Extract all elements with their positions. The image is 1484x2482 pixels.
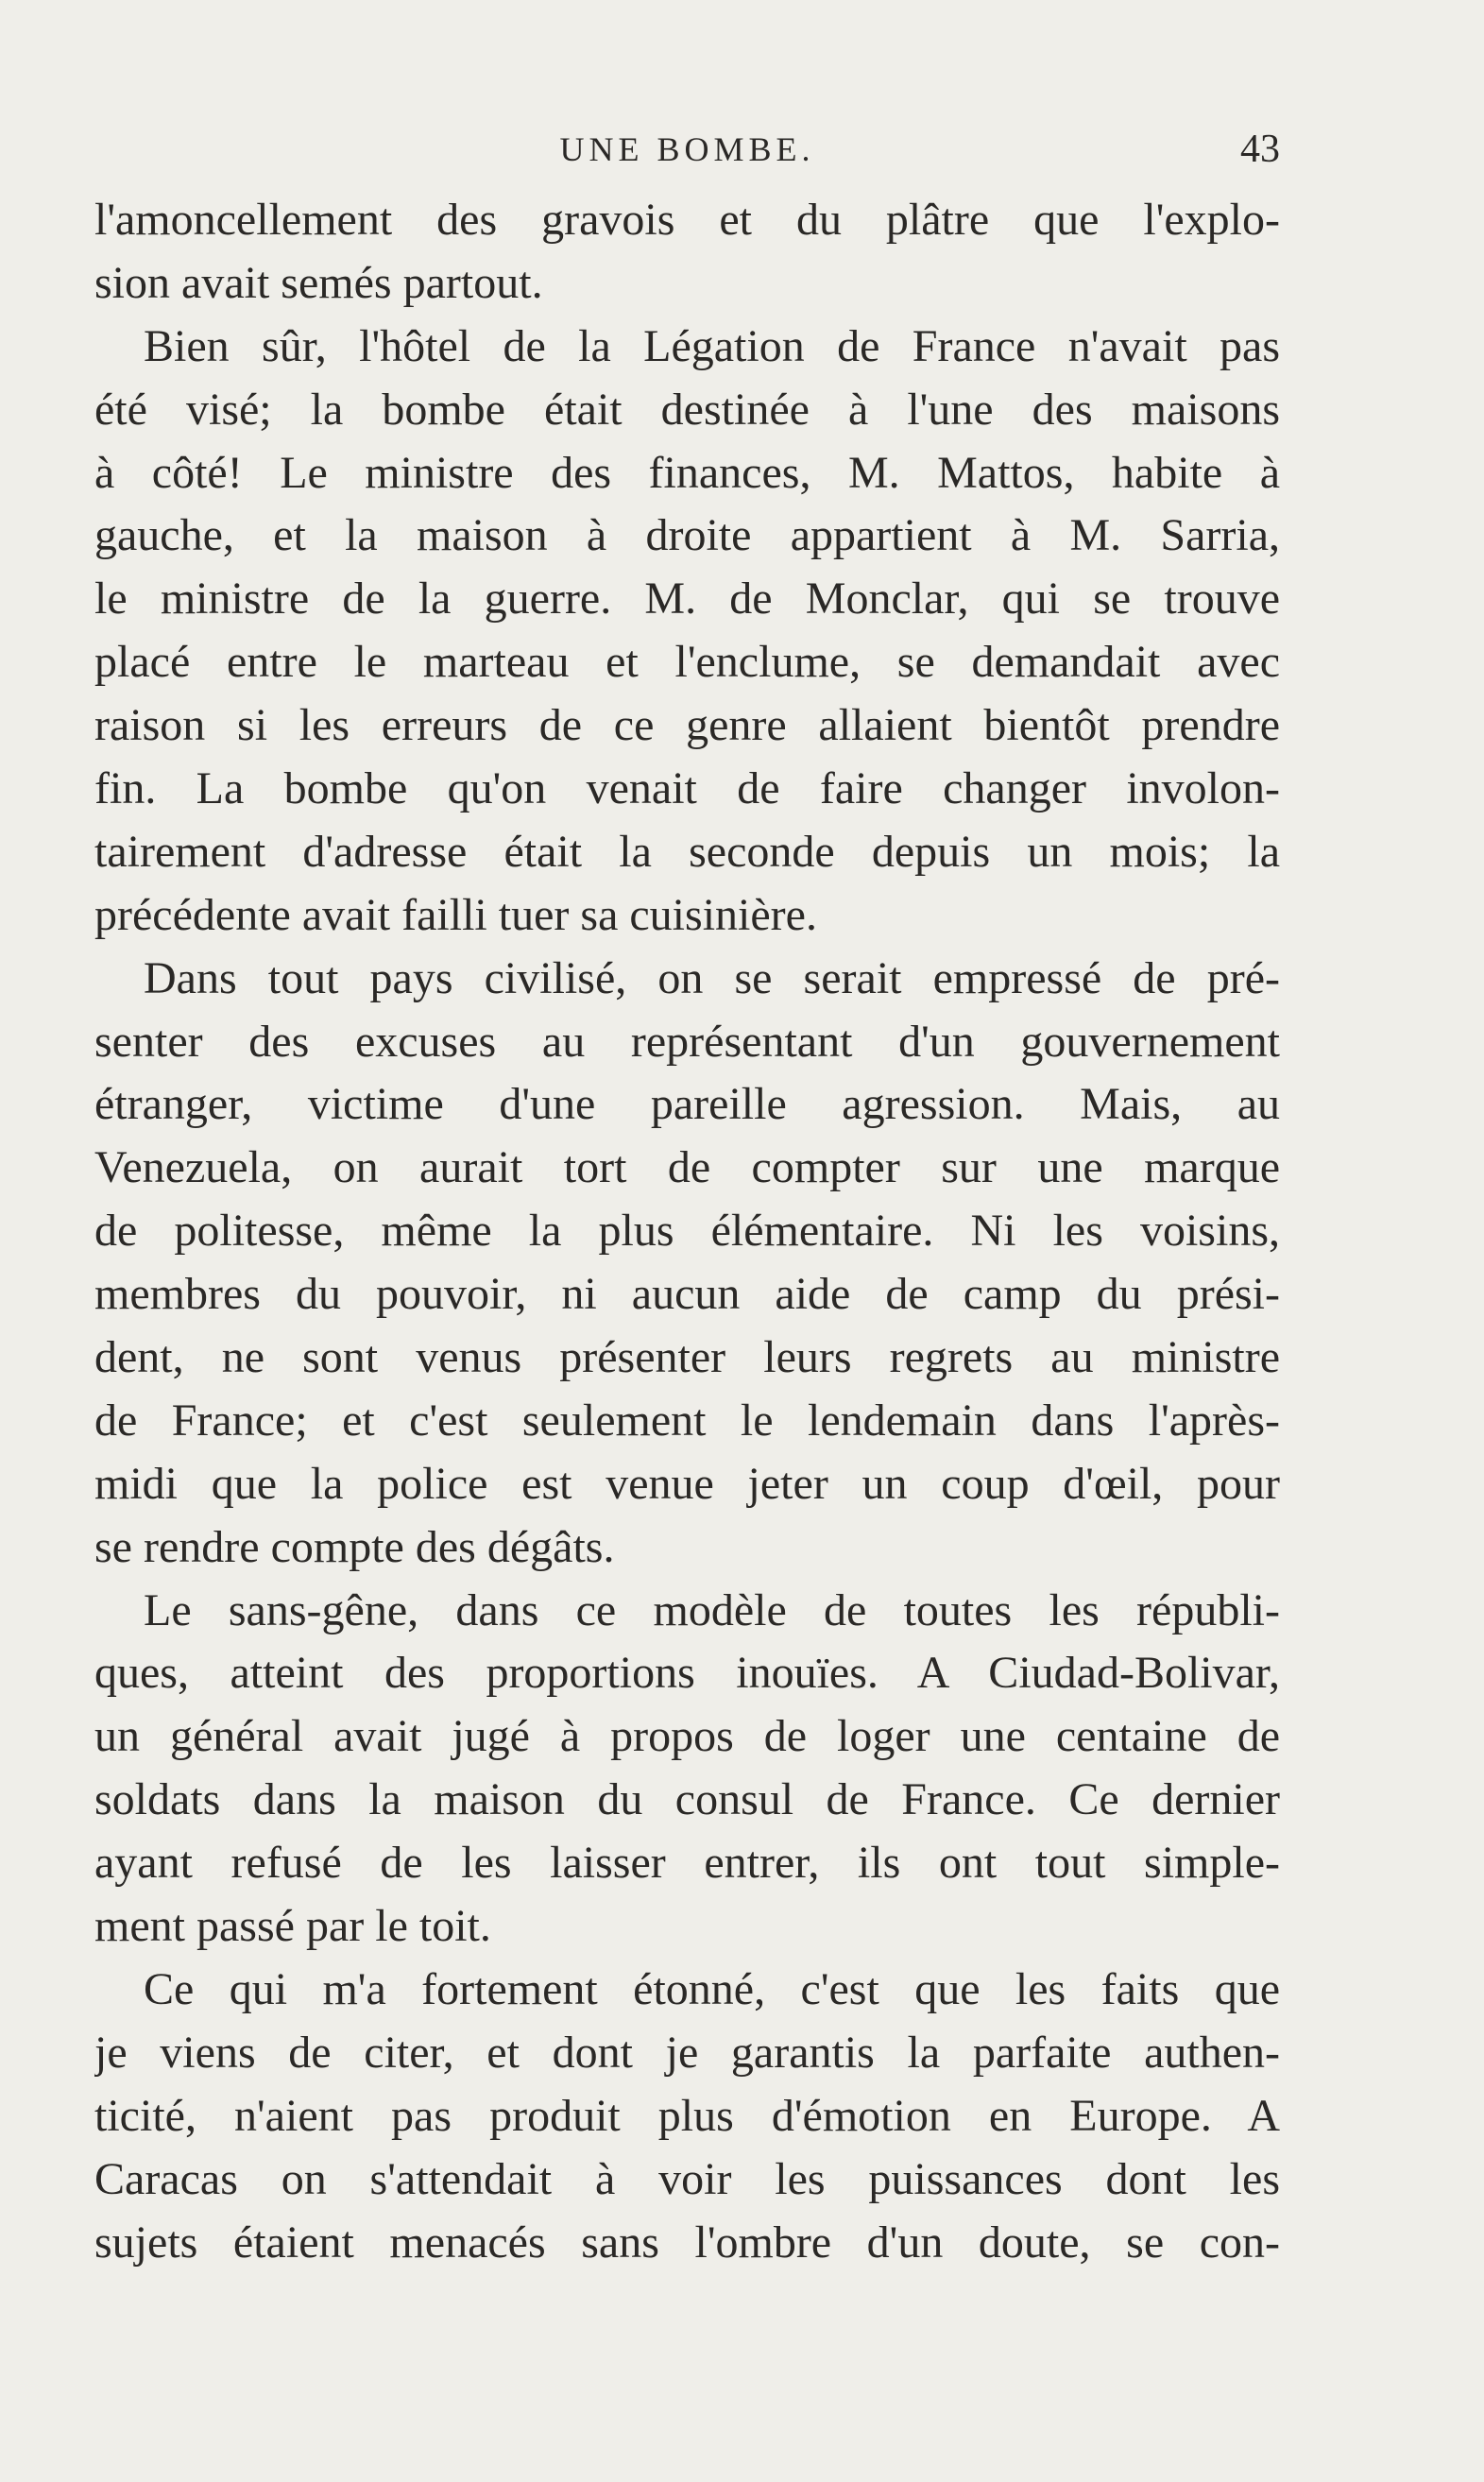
running-title: UNE BOMBE. <box>559 130 815 168</box>
page-header <box>94 121 1280 178</box>
text-line: fin. La bombe qu'on venait de faire changer involon- <box>94 763 1280 814</box>
text-line: Ce qui m'a fortement étonné, c'est que les faits que <box>144 1963 1280 2014</box>
page-number: 43 <box>1240 128 1280 171</box>
text-line: ment passé par le toit. <box>94 1901 491 1952</box>
text-line: ticité, n'aient pas produit plus d'émotion en Europe. A <box>94 2090 1280 2141</box>
text-line: sion avait semés partout. <box>94 257 543 308</box>
text-line: le ministre de la guerre. M. de Monclar, qui se trouve <box>94 573 1280 625</box>
text-line: soldats dans la maison du consul de France. Ce dernier <box>94 1774 1280 1825</box>
text-line: placé entre le marteau et l'enclume, se demandait avec <box>94 637 1280 688</box>
text-line: précédente avait failli tuer sa cuisinière. <box>94 889 817 940</box>
text-line: ques, atteint des proportions inouïes. A Ciudad-Bolivar, <box>94 1648 1280 1699</box>
text-line: tairement d'adresse était la seconde depuis un mois; la <box>94 826 1280 877</box>
text-line: senter des excuses au représentant d'un gouvernement <box>94 1016 1280 1067</box>
text-line: midi que la police est venue jeter un coup d'œil, pour <box>94 1458 1280 1509</box>
text-line: sujets étaient menacés sans l'ombre d'un doute, se con- <box>94 2217 1280 2268</box>
text-line: dent, ne sont venus présenter leurs regrets au ministre <box>94 1332 1280 1383</box>
text-line: ayant refusé de les laisser entrer, ils ont tout simple- <box>94 1838 1280 1889</box>
text-line: de politesse, même la plus élémentaire. Ni les voisins, <box>94 1206 1280 1257</box>
text-line: je viens de citer, et dont je garantis la parfaite authen- <box>94 2027 1280 2078</box>
text-line: Le sans-gêne, dans ce modèle de toutes les républi- <box>144 1584 1280 1635</box>
text-line: de France; et c'est seulement le lendemain dans l'après- <box>94 1395 1280 1446</box>
body-text <box>94 189 1280 2274</box>
text-line: gauche, et la maison à droite appartient à M. Sarria, <box>94 510 1280 561</box>
text-line: Dans tout pays civilisé, on se serait empressé de pré- <box>144 952 1280 1003</box>
text-line: Bien sûr, l'hôtel de la Légation de France n'avait pas <box>144 320 1280 371</box>
text-line: Venezuela, on aurait tort de compter sur une marque <box>94 1142 1280 1193</box>
text-line: étranger, victime d'une pareille agression. Mais, au <box>94 1079 1280 1130</box>
text-line: un général avait jugé à propos de loger une centaine de <box>94 1711 1280 1762</box>
text-line: membres du pouvoir, ni aucun aide de camp du prési- <box>94 1269 1280 1320</box>
text-line: été visé; la bombe était destinée à l'une des maisons <box>94 384 1280 435</box>
text-line: raison si les erreurs de ce genre allaient bientôt prendre <box>94 700 1280 751</box>
text-line: l'amoncellement des gravois et du plâtre que l'explo- <box>94 195 1280 245</box>
text-line: se rendre compte des dégâts. <box>94 1521 615 1572</box>
text-line: Caracas on s'attendait à voir les puissances dont les <box>94 2153 1280 2204</box>
text-line: à côté! Le ministre des finances, M. Mattos, habite à <box>94 447 1280 498</box>
